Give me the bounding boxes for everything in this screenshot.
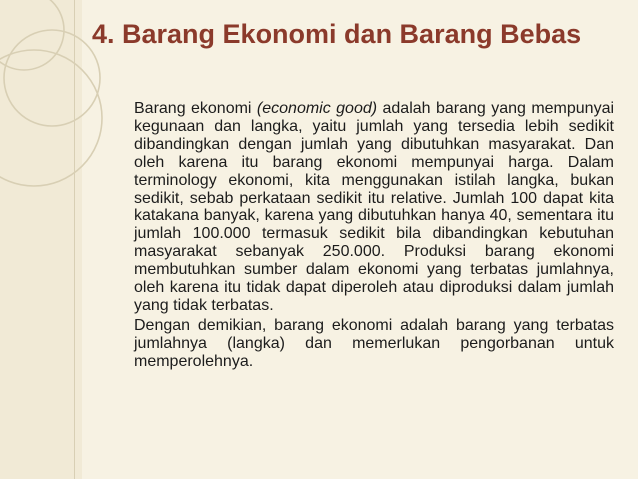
paragraph-1-start: Barang ekonomi — [134, 100, 257, 117]
decorative-circles — [0, 0, 130, 479]
decor-circle-medium — [4, 30, 100, 126]
paragraph-1 — [134, 100, 614, 315]
paragraph-1-emphasis: (economic good) — [256, 100, 378, 117]
slide-body — [134, 100, 614, 371]
paragraph-1-rest: adalah barang yang mempunyai kegunaan dan langka, yaitu jumlah yang tersedia lebih sedikit dibandingkan dengan jumlah yang dibutuhkan masyarakat. Dan oleh karena itu barang ekonomi mempunyai harga. Dalam terminology ekonomi, kita menggunakan istilah langka, bukan sedikit, sebab perkataan sedikit itu relative. Jumlah 100 dapat kita katakana banyak, karena yang dibutuhkan hanya 40, sementara itu jumlah 100.000 termasuk sedikit bila dibandingkan kebutuhan masyarakat sebanyak 250.000. Produksi barang ekonomi membutuhkan sumber dalam ekonomi yang terbatas jumlahnya, oleh karena itu tidak dapat diperoleh atau diproduksi dalam jumlah yang tidak terbatas. — [134, 100, 615, 314]
decor-circle-large — [0, 50, 102, 186]
slide-title: 4. Barang Ekonomi dan Barang Bebas — [92, 19, 582, 49]
paragraph-2: Dengan demikian, barang ekonomi adalah barang yang terbatas jumlahnya (langka) dan memerlukan pengorbanan untuk memperolehnya. — [134, 316, 614, 370]
